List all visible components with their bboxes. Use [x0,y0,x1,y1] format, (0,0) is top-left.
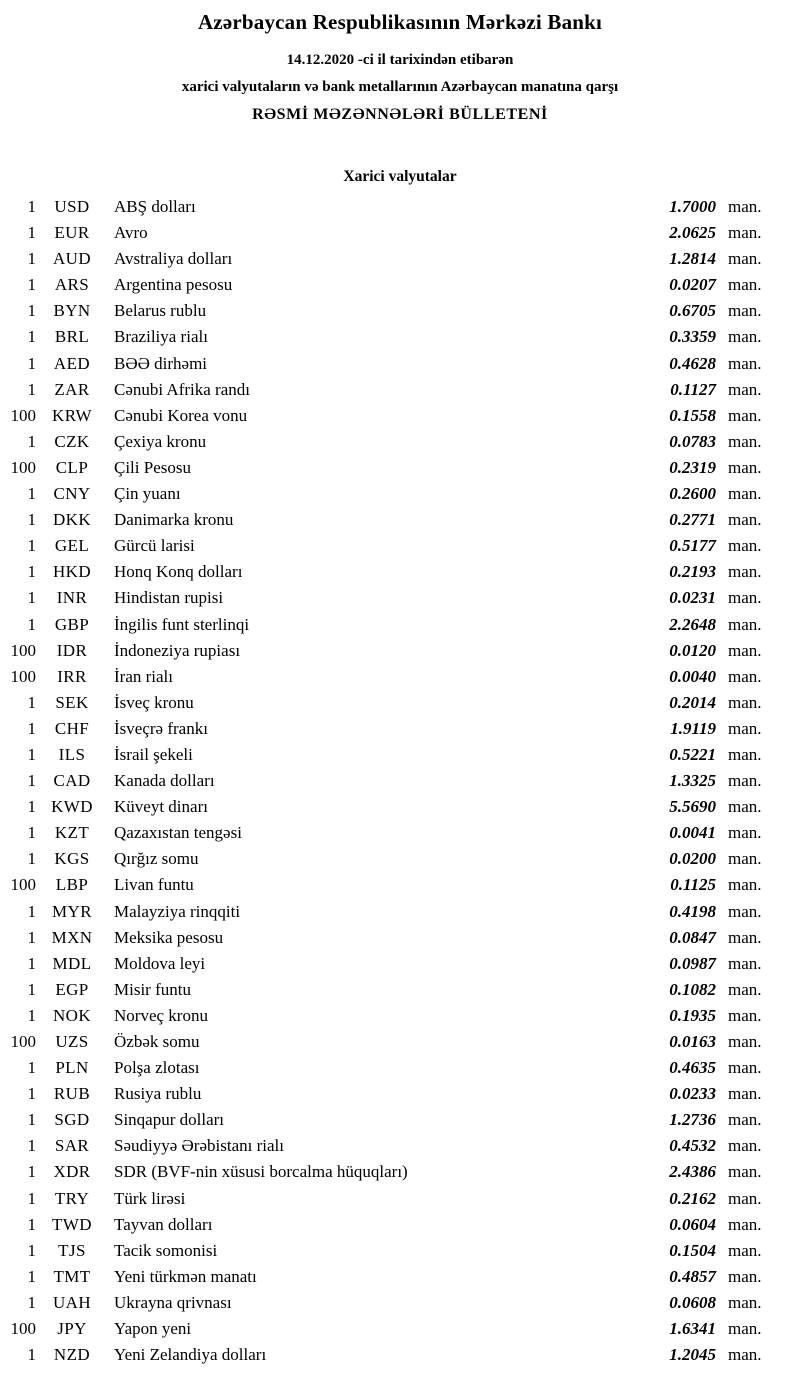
currency-qty: 100 [10,666,36,686]
currency-rate: 1.2045 [669,1345,716,1365]
currency-rate: 0.4198 [669,901,716,921]
currency-row [0,301,768,327]
currency-rate: 1.6341 [669,1319,716,1339]
currency-qty: 1 [27,1136,36,1156]
currency-name: Çili Pesosu [114,457,191,477]
currency-unit: man. [728,797,762,817]
currency-qty: 1 [27,797,36,817]
currency-row [0,1084,768,1110]
currency-name: Norveç kronu [114,1005,208,1025]
currency-code: MYR [52,901,92,921]
currency-name: İndoneziya rupiası [114,640,241,660]
currency-code: ZAR [54,379,90,399]
currency-rate: 0.0041 [669,823,716,843]
currency-row [0,354,768,380]
currency-name: Kanada dolları [114,771,215,791]
currency-row [0,771,768,797]
currency-rate: 0.5221 [669,744,716,764]
currency-name: Danimarka kronu [114,510,234,530]
section-title-foreign-currencies: Xarici valyutalar [343,168,457,185]
currency-row [0,406,768,432]
currency-name: Tayvan dolları [114,1214,213,1234]
currency-qty: 100 [10,1032,36,1051]
currency-qty: 1 [27,353,36,373]
currency-row [0,823,768,849]
currency-unit: man. [728,1136,762,1156]
currency-qty: 1 [27,1266,36,1286]
currency-row [0,745,768,771]
currency-unit: man. [728,1240,762,1260]
currency-qty: 1 [27,692,36,712]
currency-rate: 0.0987 [669,953,716,973]
currency-unit: man. [728,1084,762,1104]
currency-qty: 1 [27,484,36,504]
currency-qty: 1 [27,953,36,973]
currency-rate: 0.0847 [669,927,716,947]
currency-code: NZD [53,1345,91,1365]
currency-code: HKD [52,562,92,582]
currency-code: XDR [53,1162,91,1182]
currency-unit: man. [728,1110,762,1130]
bulletin-header [0,0,800,128]
currency-unit: man. [728,301,762,321]
currency-rate: 0.0231 [669,588,716,608]
currency-row [0,588,768,614]
currency-rate: 0.1082 [669,979,716,999]
currency-unit: man. [728,640,762,660]
currency-qty: 1 [27,1162,36,1182]
currency-qty: 1 [27,771,36,791]
currency-qty: 1 [27,197,36,216]
currency-name: İsveçrə frankı [114,718,208,738]
currency-code: SGD [54,1110,90,1130]
currency-code: TJS [58,1240,86,1260]
currency-code: RUB [53,1084,91,1104]
currency-name: Polşa zlotası [114,1058,200,1078]
currency-rate: 2.4386 [669,1162,716,1182]
currency-row [0,536,768,562]
currency-name: Moldova leyi [114,953,206,973]
currency-code: TRY [54,1188,90,1208]
currency-qty: 1 [27,536,36,556]
currency-unit: man. [728,953,762,973]
currency-code: GEL [54,536,90,556]
currency-rate: 1.2736 [669,1110,716,1130]
currency-code: CNY [53,484,91,504]
currency-qty: 1 [27,1005,36,1025]
currency-name: Avstraliya dolları [114,249,233,269]
currency-name: Yeni türkmən manatı [114,1266,257,1286]
currency-unit: man. [728,249,762,269]
currency-rate: 0.0200 [669,849,716,869]
currency-unit: man. [728,431,762,451]
currency-qty: 1 [27,1292,36,1312]
currency-code: USD [54,197,90,216]
currency-unit: man. [728,457,762,477]
currency-unit: man. [728,1292,762,1312]
currency-unit: man. [728,353,762,373]
currency-qty: 1 [27,562,36,582]
currency-code: ARS [54,275,90,295]
currency-rate: 0.2162 [669,1188,716,1208]
currency-code: DKK [52,510,92,530]
currency-rate: 0.1504 [669,1240,716,1260]
currency-row [0,1319,768,1345]
currency-unit: man. [728,979,762,999]
currency-name: Meksika pesosu [114,927,224,947]
currency-code: EGP [55,979,89,999]
currency-qty: 100 [10,405,36,425]
currency-name: BƏƏ dirhəmi [114,353,208,373]
currency-unit: man. [728,614,762,634]
currency-code: AED [53,353,91,373]
currency-unit: man. [728,197,762,216]
currency-rate: 0.0163 [669,1032,716,1051]
currency-row [0,1293,768,1319]
currency-qty: 1 [27,588,36,608]
currency-row [0,510,768,536]
currency-code: PLN [55,1058,89,1078]
currency-rate: 1.2814 [669,249,716,269]
currency-row [0,641,768,667]
currency-unit: man. [728,327,762,347]
currency-unit: man. [728,875,762,895]
currency-code: BYN [53,301,91,321]
currency-row [0,875,768,901]
currency-unit: man. [728,744,762,764]
currency-name: Argentina pesosu [114,275,233,295]
currency-row [0,1215,768,1241]
currency-code: TWD [52,1214,92,1234]
currency-code: KGS [54,849,90,869]
currency-name: İran rialı [114,666,173,686]
currency-name: Qazaxıstan tengəsi [114,823,242,843]
currency-code: SEK [55,692,89,712]
currency-unit: man. [728,536,762,556]
currency-unit: man. [728,771,762,791]
currency-rate: 0.1125 [670,875,716,895]
currency-name: Cənubi Korea vonu [114,405,248,425]
currency-qty: 100 [10,1319,36,1339]
currency-row [0,1345,768,1371]
currency-qty: 1 [27,223,36,243]
currency-code: UZS [55,1032,89,1051]
currency-code: EUR [54,223,90,243]
currency-unit: man. [728,484,762,504]
currency-code: KZT [54,823,90,843]
currency-rate: 0.0040 [669,666,716,686]
currency-rate: 0.0120 [669,640,716,660]
currency-qty: 1 [27,249,36,269]
currency-rate: 0.4857 [669,1266,716,1286]
currency-row [0,1058,768,1084]
currency-name: Avro [114,223,148,243]
currency-row [0,562,768,588]
currency-code: GBP [54,614,90,634]
currency-rate: 0.5177 [669,536,716,556]
currency-name: Livan funtu [114,875,194,895]
currency-name: İngilis funt sterlinqi [114,614,250,634]
currency-unit: man. [728,901,762,921]
currency-name: Çexiya kronu [114,431,207,451]
currency-name: Sinqapur dolları [114,1110,225,1130]
currency-name: Cənubi Afrika randı [114,379,250,399]
currency-name: İsrail şekeli [114,744,193,764]
currency-code: SAR [54,1136,90,1156]
currency-unit: man. [728,1032,762,1051]
currency-row [0,928,768,954]
currency-qty: 1 [27,744,36,764]
currency-unit: man. [728,275,762,295]
currency-qty: 1 [27,1110,36,1130]
currency-row [0,275,768,301]
currency-rate: 0.2193 [669,562,716,582]
bulletin-title: RƏSMİ MƏZƏNNƏLƏRİ BÜLLETENİ [252,106,548,123]
currency-unit: man. [728,1214,762,1234]
currency-rate: 5.5690 [669,797,716,817]
currency-rate: 2.0625 [669,223,716,243]
currency-row [0,954,768,980]
currency-rate: 0.2014 [669,692,716,712]
currency-code: IRR [57,666,87,686]
currency-name: Qırğız somu [114,849,199,869]
currency-unit: man. [728,849,762,869]
currency-row [0,797,768,823]
currency-rate: 0.1935 [669,1005,716,1025]
currency-qty: 1 [27,927,36,947]
currency-qty: 1 [27,979,36,999]
currency-rate: 0.4635 [669,1058,716,1078]
currency-name: Tacik somonisi [114,1240,218,1260]
currency-unit: man. [728,1319,762,1339]
currency-row [0,1241,768,1267]
currency-name: Yapon yeni [114,1319,192,1339]
currency-unit: man. [728,692,762,712]
currency-rate: 0.2319 [669,457,716,477]
currency-name: Yeni Zelandiya dolları [114,1345,267,1365]
currency-row [0,615,768,641]
currency-code: JPY [57,1319,87,1339]
currency-row [0,1162,768,1188]
currency-rate: 0.1558 [669,405,716,425]
currency-qty: 1 [27,718,36,738]
currency-row [0,1032,768,1058]
currency-qty: 1 [27,1240,36,1260]
currency-code: MXN [51,927,93,947]
currency-rate: 0.0207 [669,275,716,295]
currency-code: LBP [55,875,89,895]
currency-qty: 1 [27,301,36,321]
currency-rate: 0.2771 [669,510,716,530]
currency-row [0,1136,768,1162]
currency-row [0,902,768,928]
currency-name: Ukrayna qrivnası [114,1292,232,1312]
currency-row [0,197,768,223]
effective-date-line: 14.12.2020 -ci il tarixindən etibarən [286,52,514,68]
currency-qty: 1 [27,823,36,843]
currency-qty: 1 [27,1188,36,1208]
currency-name: Özbək somu [114,1032,200,1051]
currency-unit: man. [728,927,762,947]
currency-qty: 100 [10,640,36,660]
currency-unit: man. [728,510,762,530]
currency-rate: 0.1127 [670,379,716,399]
currency-unit: man. [728,1266,762,1286]
currency-row [0,432,768,458]
currency-unit: man. [728,666,762,686]
currency-unit: man. [728,588,762,608]
currency-unit: man. [728,1188,762,1208]
currency-code: AUD [52,249,92,269]
currency-row [0,1110,768,1136]
currency-unit: man. [728,223,762,243]
currency-row [0,484,768,510]
currency-code: TMT [53,1266,91,1286]
currency-row [0,980,768,1006]
currency-code: KRW [52,405,92,425]
currency-rate: 0.4532 [669,1136,716,1156]
currency-qty: 1 [27,379,36,399]
currency-unit: man. [728,405,762,425]
currency-row [0,1189,768,1215]
currency-row [0,667,768,693]
currency-row [0,719,768,745]
currency-code: CZK [54,431,90,451]
currency-row [0,849,768,875]
currency-code: CHF [54,718,90,738]
currency-table [0,197,800,1371]
currency-name: Braziliya rialı [114,327,208,347]
currency-rate: 0.3359 [669,327,716,347]
currency-row [0,380,768,406]
bank-title: Azərbaycan Respublikasının Mərkəzi Bankı [197,10,603,34]
currency-name: Gürcü larisi [114,536,195,556]
currency-name: Küveyt dinarı [114,797,208,817]
currency-unit: man. [728,562,762,582]
currency-name: Türk lirəsi [114,1188,186,1208]
currency-code: BRL [54,327,90,347]
currency-rate: 0.0783 [669,431,716,451]
currency-qty: 1 [27,510,36,530]
currency-code: CLP [55,457,89,477]
currency-row [0,1267,768,1293]
currency-name: Misir funtu [114,979,191,999]
currency-row [0,458,768,484]
currency-code: CAD [53,771,91,791]
currency-name: SDR (BVF-nin xüsusi borcalma hüquqları) [114,1162,408,1182]
currency-code: KWD [51,797,93,817]
currency-name: Çin yuanı [114,484,181,504]
currency-unit: man. [728,1162,762,1182]
currency-name: Hindistan rupisi [114,588,224,608]
currency-rate: 0.0608 [669,1292,716,1312]
currency-name: Malayziya rinqqiti [114,901,241,921]
currency-unit: man. [728,379,762,399]
currency-rate: 1.9119 [670,718,716,738]
currency-code: UAH [52,1292,92,1312]
currency-row [0,223,768,249]
currency-code: IDR [56,640,88,660]
currency-rate: 0.0233 [669,1084,716,1104]
currency-name: Rusiya rublu [114,1084,202,1104]
currency-row [0,693,768,719]
currency-qty: 1 [27,849,36,869]
currency-rate: 0.2600 [669,484,716,504]
currency-name: ABŞ dolları [114,197,196,216]
currency-unit: man. [728,1345,762,1365]
currency-rate: 0.6705 [669,301,716,321]
currency-rate: 0.4628 [669,353,716,373]
currency-rate: 0.0604 [669,1214,716,1234]
currency-code: NOK [52,1005,92,1025]
currency-qty: 1 [27,1058,36,1078]
currency-qty: 1 [27,1084,36,1104]
scope-line: xarici valyutaların və bank metallarının Azərbaycan manatına qarşı [181,79,619,95]
currency-qty: 1 [27,1214,36,1234]
currency-rate: 2.2648 [669,614,716,634]
currency-unit: man. [728,1005,762,1025]
currency-rate: 1.7000 [669,197,716,216]
currency-unit: man. [728,1058,762,1078]
currency-qty: 1 [27,1345,36,1365]
currency-name: Belarus rublu [114,301,207,321]
currency-unit: man. [728,823,762,843]
currency-qty: 1 [27,327,36,347]
currency-qty: 1 [27,431,36,451]
currency-name: İsveç kronu [114,692,194,712]
currency-code: MDL [52,953,92,973]
currency-code: ILS [58,744,86,764]
currency-qty: 100 [10,457,36,477]
currency-qty: 1 [27,275,36,295]
currency-qty: 100 [10,875,36,895]
currency-row [0,327,768,353]
currency-qty: 1 [27,614,36,634]
currency-name: Honq Konq dolları [114,562,243,582]
currency-code: INR [56,588,88,608]
currency-row [0,249,768,275]
currency-rate: 1.3325 [669,771,716,791]
currency-name: Səudiyyə Ərəbistanı rialı [114,1136,284,1156]
currency-row [0,1006,768,1032]
currency-qty: 1 [27,901,36,921]
currency-unit: man. [728,718,762,738]
